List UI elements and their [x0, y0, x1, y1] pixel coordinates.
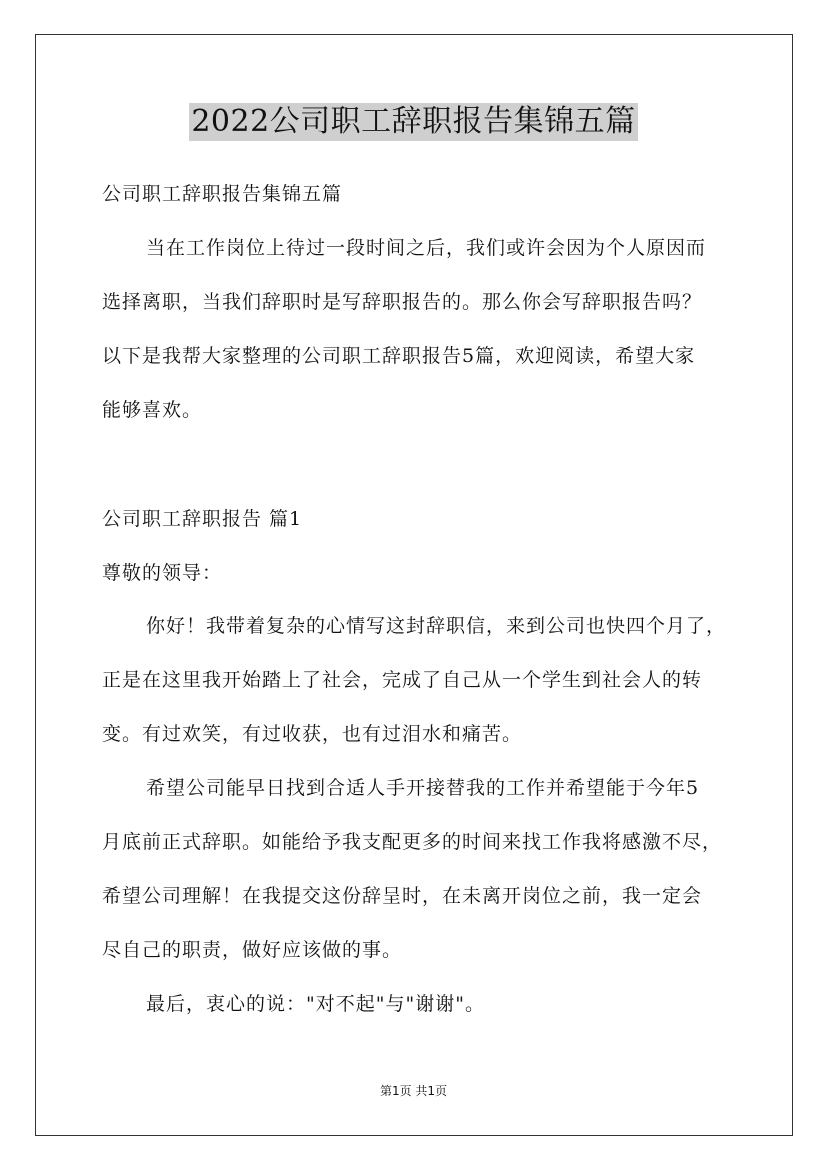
- para2-line-2: 月底前正式辞职。如能给予我支配更多的时间来找工作我将感激不尽，: [102, 831, 723, 853]
- document-subtitle: 公司职工辞职报告集锦五篇: [102, 183, 343, 205]
- para1-line-3: 变。有过欢笑，有过收获，也有过泪水和痛苦。: [102, 723, 523, 745]
- intro-line-3: 以下是我帮大家整理的公司职工辞职报告5篇，欢迎阅读，希望大家: [102, 345, 696, 367]
- document-title: 2022公司职工辞职报告集锦五篇: [191, 104, 636, 139]
- intro-line-4: 能够喜欢。: [102, 399, 203, 421]
- para1-line-1: 你好！我带着复杂的心情写这封辞职信，来到公司也快四个月了，: [146, 615, 727, 637]
- intro-line-2: 选择离职，当我们辞职时是写辞职报告的。那么你会写辞职报告吗？: [102, 291, 703, 313]
- section-heading: 公司职工辞职报告 篇1: [102, 508, 303, 530]
- para1-line-2: 正是在这里我开始踏上了社会，完成了自己从一个学生到社会人的转: [102, 669, 703, 691]
- intro-line-1: 当在工作岗位上待过一段时间之后，我们或许会因为个人原因而: [146, 237, 707, 259]
- para2-line-1: 希望公司能早日找到合适人手开接替我的工作并希望能于今年5: [146, 777, 700, 799]
- page-footer: 第1页 共1页: [379, 1084, 448, 1098]
- para2-line-3: 希望公司理解！在我提交这份辞呈时，在未离开岗位之前，我一定会: [102, 885, 703, 907]
- salutation: 尊敬的领导：: [102, 562, 223, 584]
- title-container: [0, 103, 827, 141]
- para3-line-1: 最后，衷心的说："对不起"与"谢谢"。: [146, 993, 485, 1015]
- para2-line-4: 尽自己的职责，做好应该做的事。: [102, 939, 403, 961]
